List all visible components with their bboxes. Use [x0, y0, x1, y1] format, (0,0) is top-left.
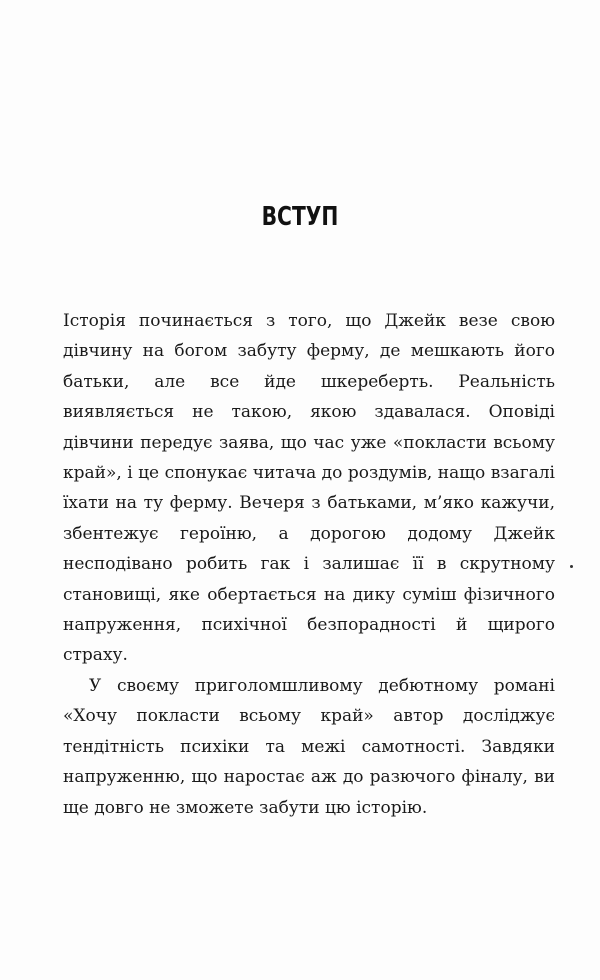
body-text	[63, 306, 555, 823]
paragraph-2: У своєму приголомшливому дебютному романі «Хочу покласти всьому край» автор досліджує тендітність психіки та межі самотності. Завдяки напруженню, що наростає аж до разючого фіналу, ви ще довго не зможете забути цю історію.	[63, 675, 555, 818]
page-title: ВСТУП	[261, 202, 339, 233]
paragraph-1: Історія починається з того, що Джейк везе свою дівчину на богом забуту ферму, де мешкають його батьки, але все йде шкереберть. Реальність виявляється не такою, якою здавалася. Оповіді дівчини передує заява, що час уже «покласти всьому край», і це спонукає читача до роздумів, нащо взагалі їхати на ту ферму. Вечеря з батьками, м’яко кажучи, збентежує героїню, а дорогою додому Джейк несподівано робить гак і залишає її в скрутному становищі, яке обертається на дику суміш фізичного напруження, психічної безпорадності й щирого страху.	[63, 311, 555, 666]
print-speck	[570, 565, 573, 568]
